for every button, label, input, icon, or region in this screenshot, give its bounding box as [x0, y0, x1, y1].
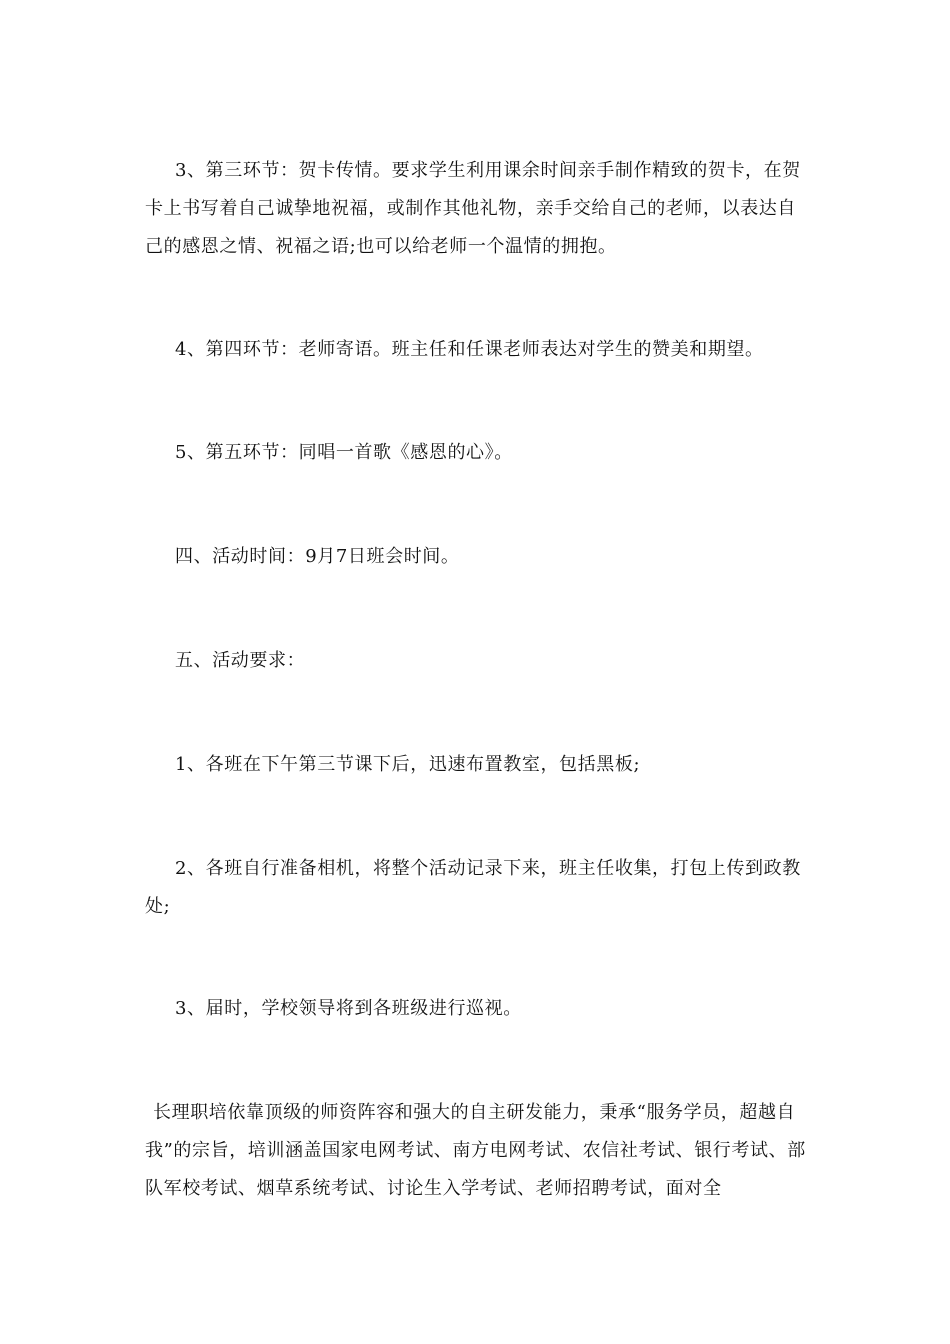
paragraph-requirement-two: 2、各班自行准备相机，将整个活动记录下来，班主任收集，打包上传到政教处;	[145, 858, 801, 917]
paragraph-activity-requirements-heading: 五、活动要求：	[175, 650, 306, 671]
paragraph-stage-five: 5、第五环节：同唱一首歌《感恩的心》。	[175, 442, 513, 463]
paragraph-stage-three: 3、第三环节：贺卡传情。要求学生利用课余时间亲手制作精致的贺卡，在贺卡上书写着自己诚挚地祝福，或制作其他礼物，亲手交给自己的老师，以表达自己的感恩之情、祝福之语;也可以给老师一个温情的拥抱。	[145, 160, 801, 257]
paragraph-promotion: 长理职培依靠顶级的师资阵容和强大的自主研发能力，秉承“服务学员，超越自我”的宗旨，培训涵盖国家电网考试、南方电网考试、农信社考试、银行考试、部队军校考试、烟草系统考试、讨论生入学考试、老师招聘考试，面对全	[145, 1102, 806, 1199]
paragraph-requirement-one: 1、各班在下午第三节课下后，迅速布置教室，包括黑板;	[175, 754, 641, 775]
paragraph-stage-four: 4、第四环节：老师寄语。班主任和任课老师表达对学生的赞美和期望。	[175, 339, 764, 360]
paragraph-activity-time: 四、活动时间：9月7日班会时间。	[175, 546, 460, 567]
paragraph-requirement-three: 3、届时，学校领导将到各班级进行巡视。	[175, 998, 522, 1019]
